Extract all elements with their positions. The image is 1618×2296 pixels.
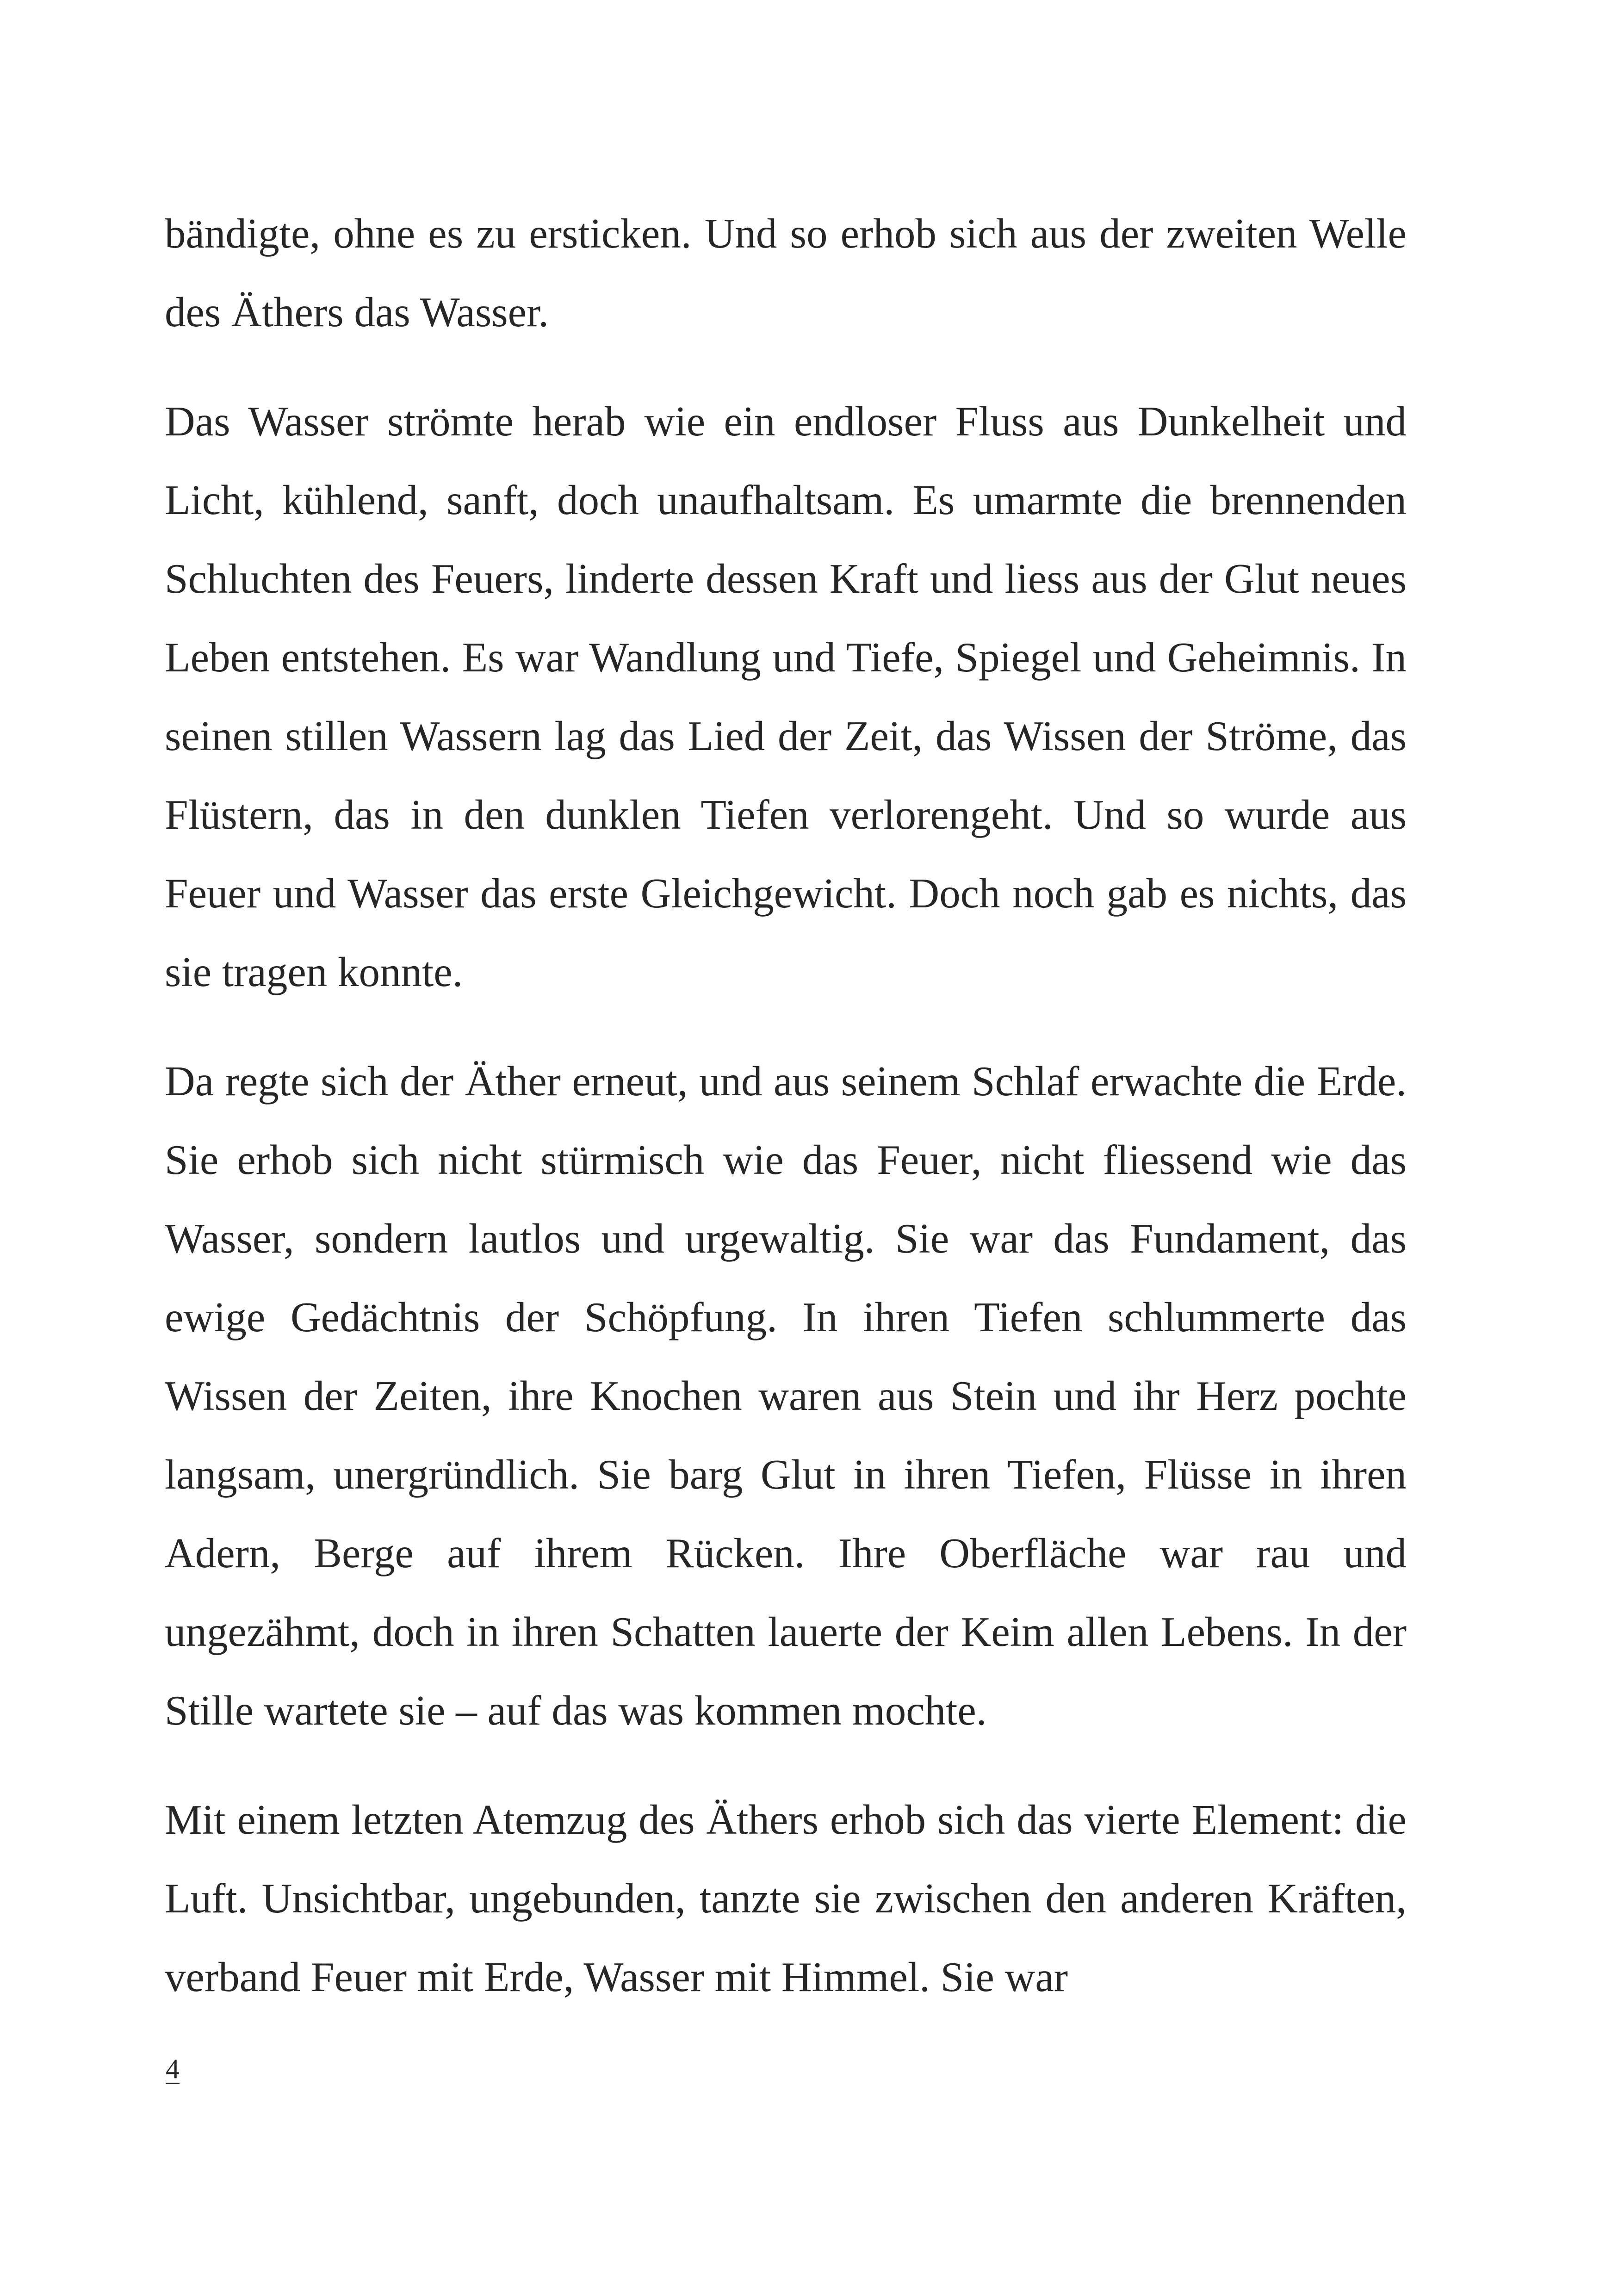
paragraph: Das Wasser strömte herab wie ein endloser Fluss aus Dunkelheit und Licht, kühlend, sanft, doch unaufhaltsam. Es umarmte die brennenden Schluchten des Feuers, linderte dessen Kraft und liess aus der Glut neues Leben entstehen. Es war Wandlung und Tiefe, Spiegel und Geheimnis. In seinen stillen Wassern lag das Lied der Zeit, das Wissen der Ströme, das Flüstern, das in den dunklen Tiefen verlorengeht. Und so wurde aus Feuer und Wasser das erste Gleichgewicht. Doch noch gab es nichts, das sie tragen konnte. [165,398,1407,995]
paragraph: Da regte sich der Äther erneut, und aus seinem Schlaf erwachte die Erde. Sie erhob sich nicht stürmisch wie das Feuer, nicht fliessend wie das Wasser, sondern lautlos und urgewaltig. Sie war das Fundament, das ewige Gedächtnis der Schöpfung. In ihren Tiefen schlummerte das Wissen der Zeiten, ihre Knochen waren aus Stein und ihr Herz pochte langsam, unergründlich. Sie barg Glut in ihren Tiefen, Flüsse in ihren Adern, Berge auf ihrem Rücken. Ihre Oberfläche war rau und ungezähmt, doch in ihren Schatten lauerte der Keim allen Lebens. In der Stille wartete sie – auf das was kommen mochte. [165,1058,1407,1734]
paragraph: Mit einem letzten Atemzug des Äthers erhob sich das vierte Element: die Luft. Unsichtbar, ungebunden, tanzte sie zwischen den anderen Kräften, verband Feuer mit Erde, Wasser mit Himmel. Sie war [165,1796,1407,2000]
page-number: 4 [166,2054,180,2084]
paragraph: bändigte, ohne es zu ersticken. Und so erhob sich aus der zweiten Welle des Äthers das Wasser. [165,210,1407,335]
body-text [165,194,1407,2017]
